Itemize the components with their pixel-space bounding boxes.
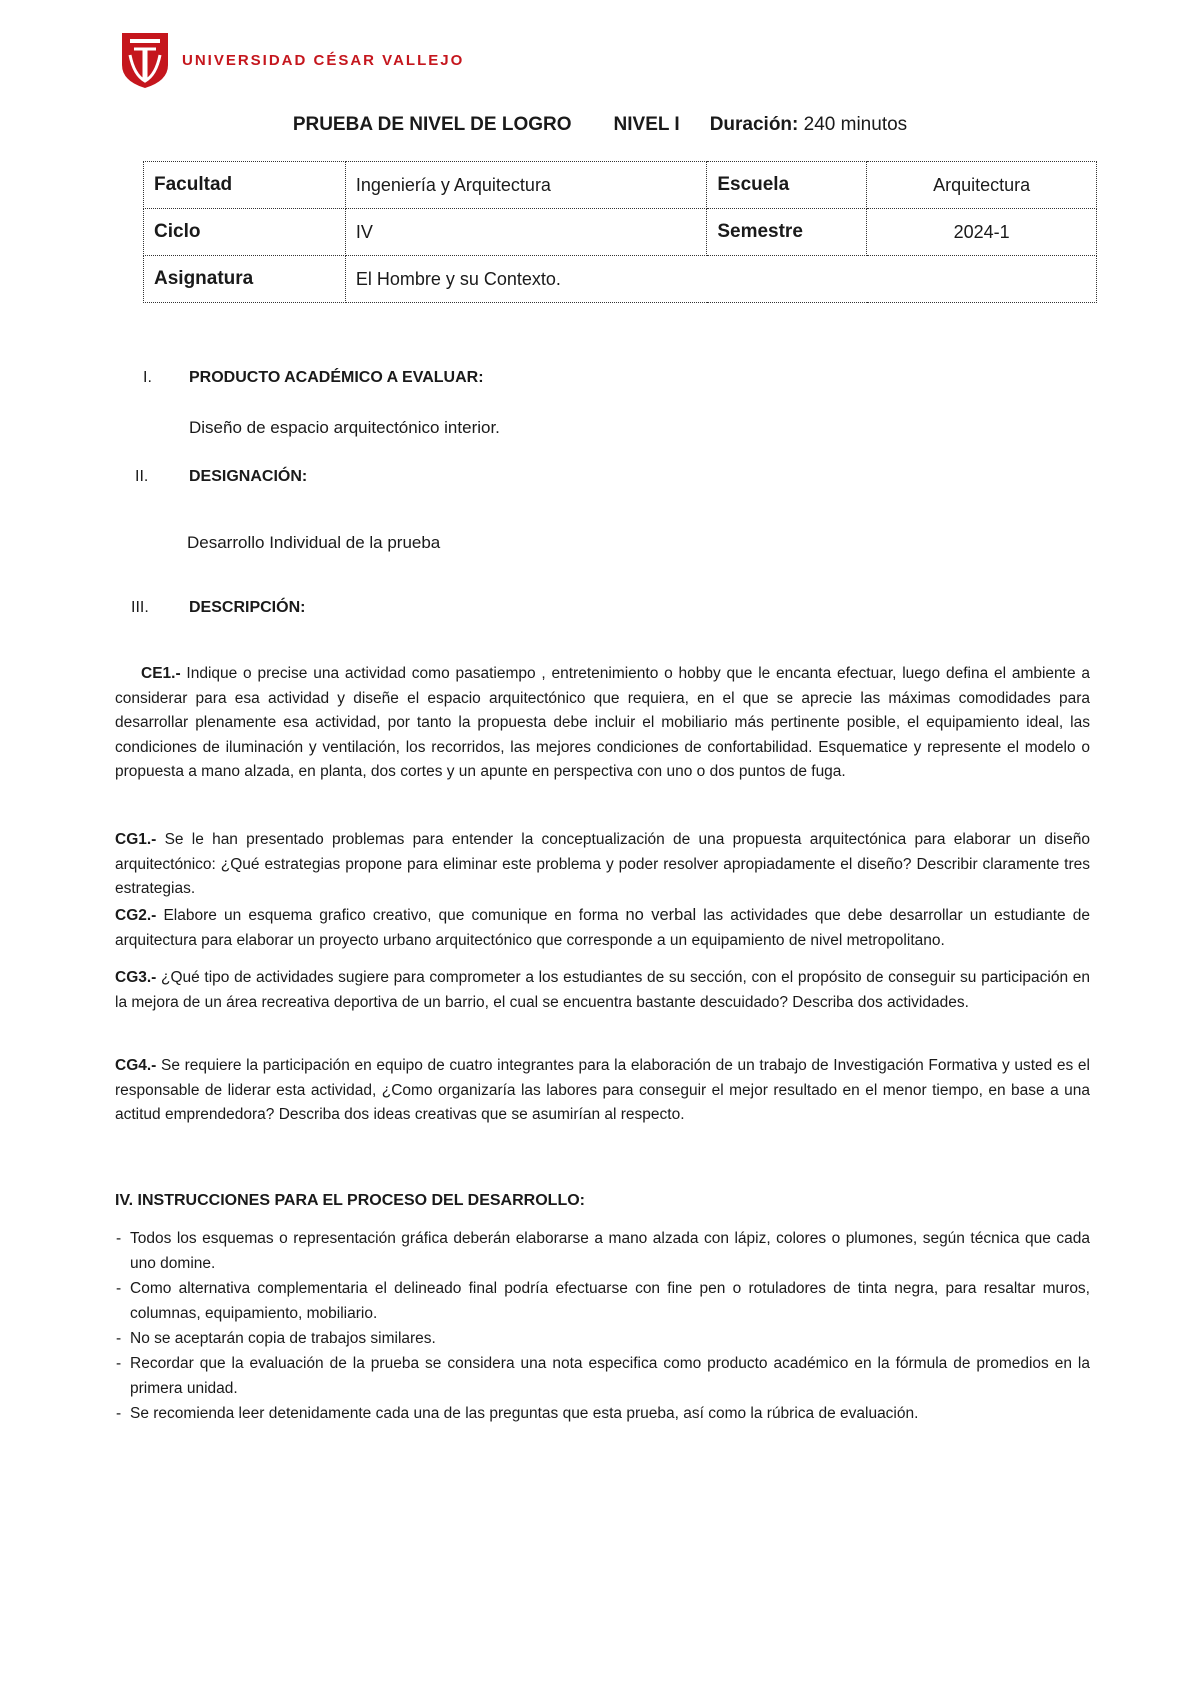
faculty-value: Ingeniería y Arquitectura xyxy=(345,162,707,209)
exam-title-line xyxy=(0,114,1200,136)
university-name: UNIVERSIDAD CÉSAR VALLEJO xyxy=(182,51,465,69)
faculty-label: Facultad xyxy=(144,162,346,209)
section-2-text: Desarrollo Individual de la prueba xyxy=(187,533,441,552)
question-label: CG3.- xyxy=(115,969,157,986)
list-item: - Todos los esquemas o representación gráfica deberán elaborarse a mano alzada con lápiz, colores o plumones, según técnica que cada uno domine. xyxy=(116,1230,1090,1272)
question-text: ¿Qué tipo de actividades sugiere para comprometer a los estudiantes de su sección, con el propósito de conseguir su participación en la mejora de un área recreativa deportiva de un barrio, el cual se encuentra bastante descuidado? Describa dos actividades. xyxy=(115,969,1090,1011)
question-text: Indique o precise una actividad como pasatiempo , entretenimiento o hobby que le encanta efectuar, luego defina el ambiente a considerar para esa actividad y diseñe el espacio arquitectónico que requiera, en el que se aprecie las máximas comodidades para desarrollar plenamente esa actividad, por tanto la propuesta debe incluir el mobiliario más pertinente posible, el equipamiento ideal, las condiciones de iluminación y ventilación, los recorridos, las mejores condiciones de confortabilidad. Esquematice y represente el modelo o propuesta a mano alzada, en planta, dos cortes y un apunte en perspectiva con uno o dos puntos de fuga. xyxy=(115,665,1090,780)
table-row xyxy=(144,209,1097,256)
question-emphasis: no verbal xyxy=(625,906,697,924)
exam-level: NIVEL I xyxy=(613,114,680,135)
school-value: Arquitectura xyxy=(867,162,1097,209)
subject-label: Asignatura xyxy=(144,256,346,303)
table-row xyxy=(144,256,1097,303)
cycle-label: Ciclo xyxy=(144,209,346,256)
question-cg4 xyxy=(115,1054,1090,1128)
section-number: I. xyxy=(143,369,152,386)
university-logo xyxy=(120,30,464,90)
question-cg3 xyxy=(115,966,1090,1015)
duration-value: 240 minutos xyxy=(803,114,908,135)
table-row xyxy=(144,162,1097,209)
duration-label: Duración: xyxy=(709,114,799,135)
section-1-text: Diseño de espacio arquitectónico interior. xyxy=(189,418,500,437)
section-4-heading: IV. INSTRUCCIONES PARA EL PROCESO DEL DESARROLLO: xyxy=(115,1192,585,1209)
question-label: CG4.- xyxy=(115,1057,157,1074)
exam-title: PRUEBA DE NIVEL DE LOGRO xyxy=(292,114,572,135)
list-item: - Recordar que la evaluación de la prueba se considera una nota especifica como producto académico en la fórmula de promedios en la primera unidad. xyxy=(116,1355,1090,1397)
section-title: DESCRIPCIÓN: xyxy=(189,599,306,616)
list-item: - No se aceptarán copia de trabajos similares. xyxy=(116,1330,436,1347)
question-label: CG1.- xyxy=(115,831,157,848)
question-cg1 xyxy=(115,828,1090,902)
question-text: Se le han presentado problemas para entender la conceptualización de una propuesta arquitectónica para elaborar un diseño arquitectónico: ¿Qué estrategias propone para eliminar este problema y poder resolver apropiadamente el diseño? Describir claramente tres estrategias. xyxy=(115,831,1090,897)
cycle-value: IV xyxy=(345,209,707,256)
question-text: Se requiere la participación en equipo de cuatro integrantes para la elaboración de un trabajo de Investigación Formativa y usted es el responsable de liderar esta actividad, ¿Como organizaría las labores para conseguir el mejor resultado en el menor tiempo, en base a una actitud emprendedora? Describa dos ideas creativas que se asumirían al respecto. xyxy=(115,1057,1090,1123)
semester-label: Semestre xyxy=(707,209,867,256)
question-ce1 xyxy=(115,662,1090,785)
list-item: - Como alternativa complementaria el delineado final podría efectuarse con fine pen o rotuladores de tinta negra, para resaltar muros, columnas, equipamiento, mobiliario. xyxy=(116,1280,1090,1322)
instructions-list xyxy=(100,1226,1090,1426)
question-cg2 xyxy=(115,903,1090,953)
question-text: Elabore un esquema grafico creativo, que comunique en forma xyxy=(156,907,626,924)
semester-value: 2024-1 xyxy=(867,209,1097,256)
question-label: CG2.- xyxy=(115,907,157,924)
section-title: PRODUCTO ACADÉMICO A EVALUAR: xyxy=(189,369,484,386)
list-item: - Se recomienda leer detenidamente cada una de las preguntas que esta prueba, así como la rúbrica de evaluación. xyxy=(116,1405,919,1422)
ucv-shield-icon xyxy=(120,31,170,89)
section-title: DESIGNACIÓN: xyxy=(189,468,308,485)
course-info-table xyxy=(143,161,1097,303)
subject-value: El Hombre y su Contexto. xyxy=(345,256,1096,303)
question-label: CE1.- xyxy=(141,665,181,682)
question-text: las actividades que debe desarrollar un estudiante de arquitectura para elaborar un proyecto urbano arquitectónico que corresponde a un equipamiento de nivel metropolitano. xyxy=(115,907,1090,949)
section-number: II. xyxy=(135,468,149,485)
section-number: III. xyxy=(131,599,149,616)
school-label: Escuela xyxy=(707,162,867,209)
